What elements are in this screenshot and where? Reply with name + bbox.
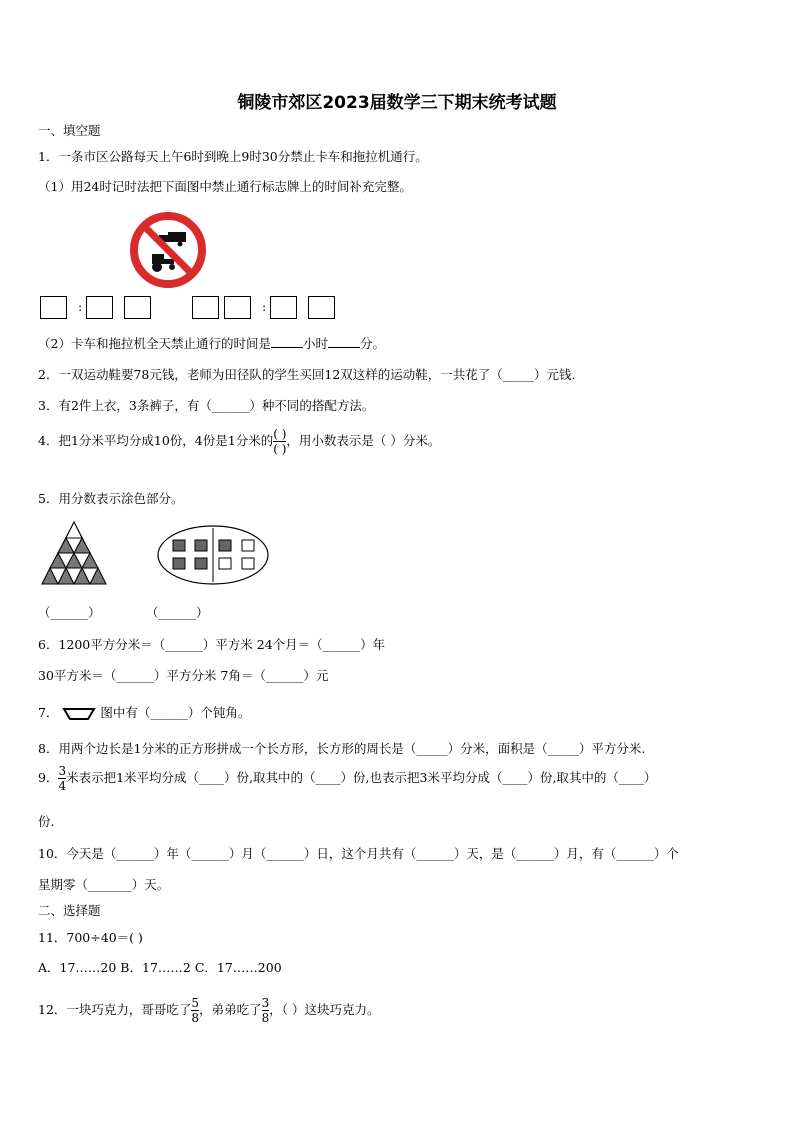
question-10-line-2: 星期零（_______）天。: [38, 877, 170, 892]
question-3: 3．有2件上衣，3条裤子，有（______）种不同的搭配方法。: [38, 398, 375, 413]
section-heading-choice: 二、选择题: [38, 903, 101, 918]
question-2: 2．一双运动鞋要78元钱，老师为田径队的学生买回12双这样的运动鞋，一共花了（_____）元钱.: [38, 367, 576, 382]
time-box[interactable]: [192, 296, 219, 319]
question-12: 12．一块巧克力，哥哥吃了 $\frac{5}{8}$ ，弟弟吃了 $\frac{3}{8}$ ，（ ）这块巧克力。: [38, 996, 380, 1025]
fraction-blank[interactable]: $\frac{( )}{( )}$: [273, 427, 287, 456]
fraction-five-eighths: $\frac{5}{8}$: [191, 996, 200, 1025]
time-box[interactable]: [40, 296, 67, 319]
shaded-triangle-figure: [40, 520, 108, 586]
time-box[interactable]: [308, 296, 335, 319]
answer-blank[interactable]: [271, 335, 303, 348]
page-title: 铜陵市郊区2023届数学三下期末统考试题: [237, 93, 557, 113]
fraction-three-eighths: $\frac{3}{8}$: [261, 996, 270, 1025]
answer-blank[interactable]: （______）: [38, 605, 101, 620]
question-4: 4．把1分米平均分成10份，4份是1分米的 $\frac{( )}{( )}$ ，用小数表示是（ ）分米。: [38, 427, 441, 456]
no-truck-sign-icon: [128, 210, 208, 290]
question-10-line-1: 10．今天是（______）年（______）月（______）日，这个月共有（______）天，是（______）月，有（______）个: [38, 846, 679, 861]
question-9-continued: 份.: [38, 814, 55, 829]
question-7: 7． 图中有（______）个钝角。: [38, 705, 251, 720]
fraction-three-quarters: $\frac{3}{4}$: [58, 764, 67, 793]
time-box[interactable]: [224, 296, 251, 319]
question-5: 5．用分数表示涂色部分。: [38, 491, 184, 506]
time-box[interactable]: [270, 296, 297, 319]
section-heading-fill: 一、填空题: [38, 123, 101, 138]
answer-blank[interactable]: （______）: [146, 605, 209, 620]
trapezoid-icon: [62, 707, 96, 721]
question-9: 9． $\frac{3}{4}$ 米表示把1米平均分成（____）份,取其中的（____）份,也表示把3米平均分成（____）份,取其中的（____）: [38, 764, 657, 793]
question-6-line-1: 6．1200平方分米＝（______）平方米 24个月＝（______）年: [38, 637, 386, 652]
question-6-line-2: 30平方米＝（______）平方分米 7角＝（______）元: [38, 668, 329, 683]
shaded-squares-oval-figure: [156, 524, 270, 586]
question-1-part-1: （1）用24时记时法把下面图中禁止通行标志牌上的时间补充完整。: [38, 179, 412, 194]
time-box[interactable]: [86, 296, 113, 319]
time-colon: :: [262, 299, 267, 314]
answer-blank[interactable]: [328, 335, 360, 348]
time-colon: :: [78, 299, 83, 314]
time-box[interactable]: [124, 296, 151, 319]
question-1: 1．一条市区公路每天上午6时到晚上9时30分禁止卡车和拖拉机通行。: [38, 149, 428, 164]
question-11: 11．700÷40＝( ): [38, 930, 143, 945]
question-11-options[interactable]: A．17……20 B．17……2 C．17……200: [38, 960, 282, 975]
question-1-part-2: （2）卡车和拖拉机全天禁止通行的时间是 小时 分。: [38, 336, 385, 351]
question-8: 8．用两个边长是1分米的正方形拼成一个长方形，长方形的周长是（_____）分米，面积是（_____）平方分米.: [38, 741, 646, 756]
